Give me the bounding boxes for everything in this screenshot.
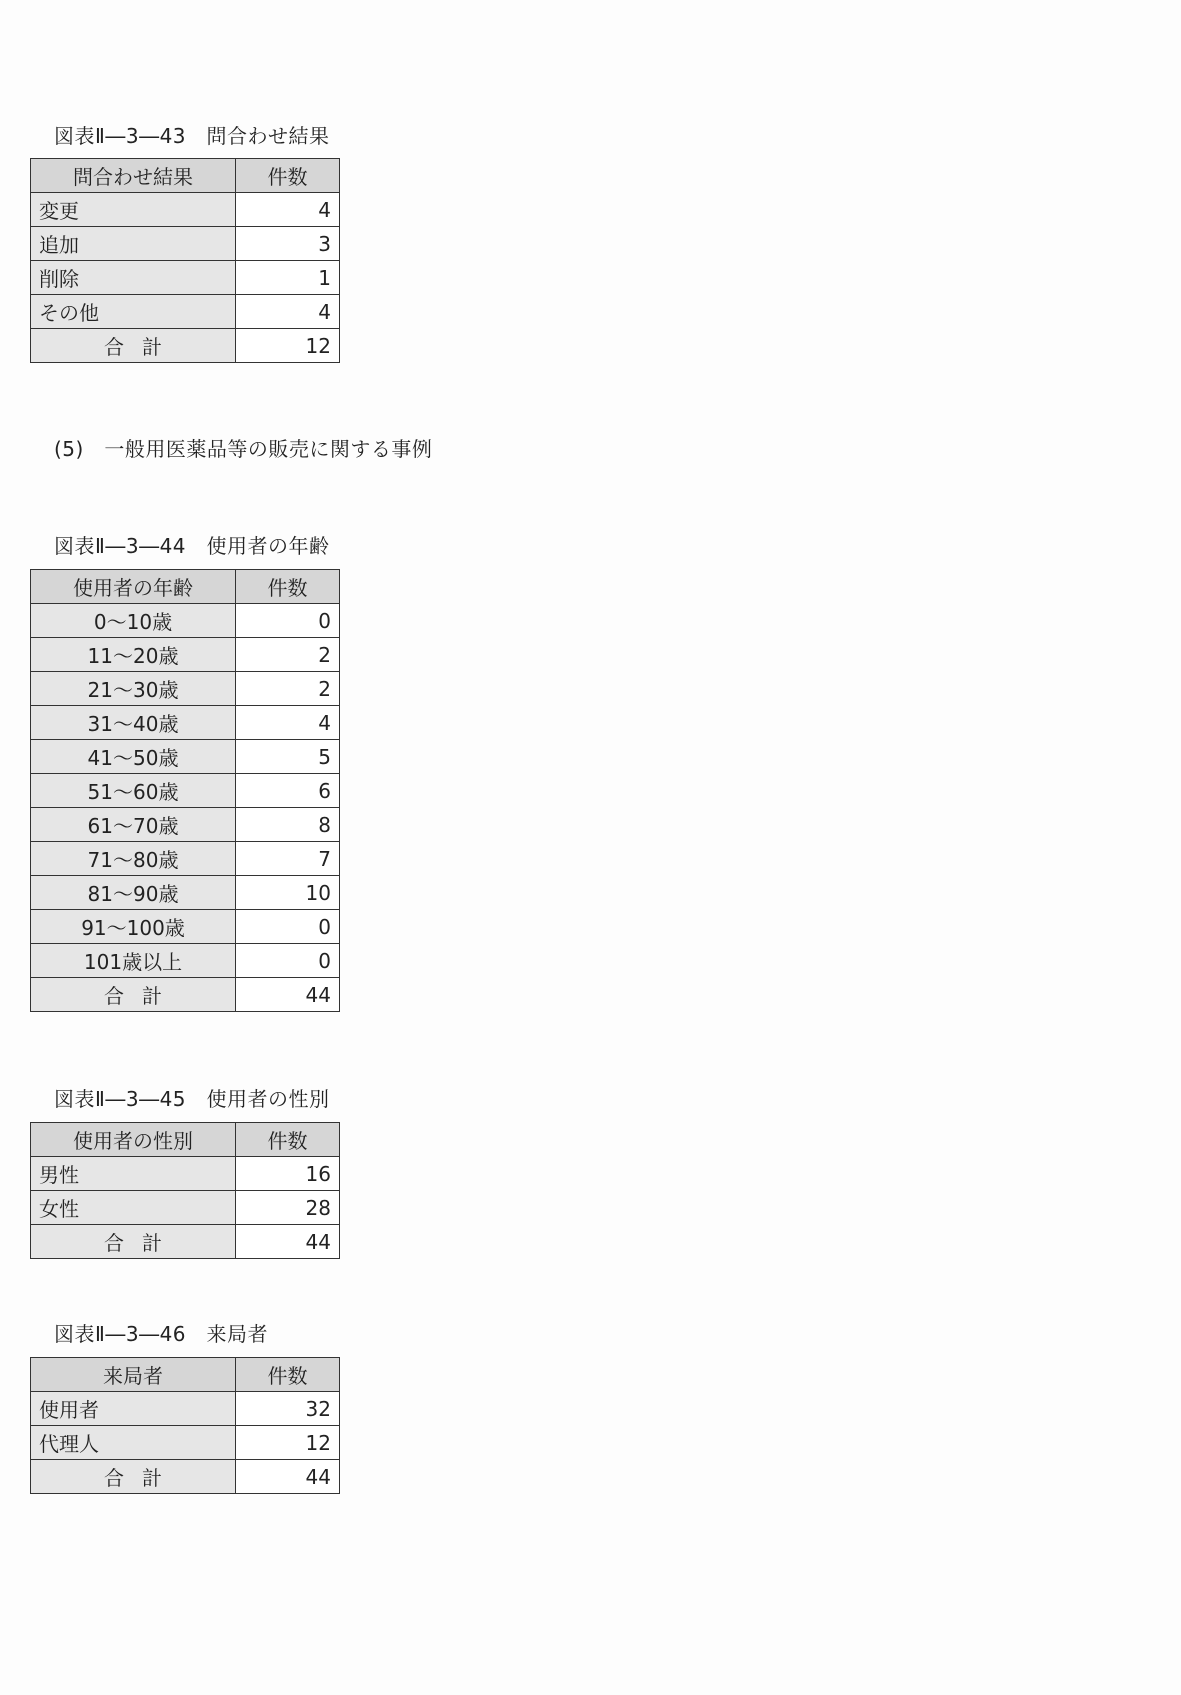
total-value: 44 — [236, 978, 340, 1012]
row-value: 4 — [236, 193, 340, 227]
table-row — [31, 193, 340, 227]
table-44-header-label: 使用者の年齢 — [31, 570, 236, 604]
table-46-header-count: 件数 — [236, 1358, 340, 1392]
table-row — [31, 944, 340, 978]
table-row — [31, 876, 340, 910]
row-label: 変更 — [31, 193, 236, 227]
total-row — [31, 978, 340, 1012]
row-value: 16 — [236, 1157, 340, 1191]
row-label: 31～40歳 — [31, 706, 236, 740]
row-label: 61～70歳 — [31, 808, 236, 842]
table-row — [31, 1191, 340, 1225]
row-label: 代理人 — [31, 1426, 236, 1460]
table-row — [31, 604, 340, 638]
table-43-header-count: 件数 — [236, 159, 340, 193]
row-label: 81～90歳 — [31, 876, 236, 910]
row-label: 削除 — [31, 261, 236, 295]
total-value: 44 — [236, 1460, 340, 1494]
table-row — [31, 774, 340, 808]
table-row — [31, 842, 340, 876]
row-label: 追加 — [31, 227, 236, 261]
table-row — [31, 706, 340, 740]
row-value: 2 — [236, 638, 340, 672]
row-label: 101歳以上 — [31, 944, 236, 978]
table-45 — [30, 1122, 340, 1259]
row-label: 71～80歳 — [31, 842, 236, 876]
row-label: 0～10歳 — [31, 604, 236, 638]
row-label: 使用者 — [31, 1392, 236, 1426]
table-44-header-count: 件数 — [236, 570, 340, 604]
table-46-caption: 図表Ⅱ―3―46 来局者 — [54, 1322, 269, 1346]
row-value: 0 — [236, 910, 340, 944]
total-label: 合計 — [31, 1460, 236, 1494]
row-label: 91～100歳 — [31, 910, 236, 944]
row-label: 女性 — [31, 1191, 236, 1225]
section-heading: (5) 一般用医薬品等の販売に関する事例 — [54, 437, 433, 461]
table-row — [31, 295, 340, 329]
table-row — [31, 227, 340, 261]
row-value: 28 — [236, 1191, 340, 1225]
row-value: 3 — [236, 227, 340, 261]
total-row — [31, 1460, 340, 1494]
table-row — [31, 672, 340, 706]
table-45-caption: 図表Ⅱ―3―45 使用者の性別 — [54, 1087, 330, 1111]
total-row — [31, 1225, 340, 1259]
row-label: その他 — [31, 295, 236, 329]
row-label: 51～60歳 — [31, 774, 236, 808]
table-row — [31, 261, 340, 295]
table-45-header-label: 使用者の性別 — [31, 1123, 236, 1157]
table-row — [31, 808, 340, 842]
table-44-caption: 図表Ⅱ―3―44 使用者の年齢 — [54, 534, 330, 558]
table-row — [31, 910, 340, 944]
table-row — [31, 1392, 340, 1426]
row-value: 12 — [236, 1426, 340, 1460]
table-46 — [30, 1357, 340, 1494]
row-value: 0 — [236, 944, 340, 978]
table-43-caption: 図表Ⅱ―3―43 問合わせ結果 — [54, 124, 330, 148]
row-value: 5 — [236, 740, 340, 774]
table-45-header-count: 件数 — [236, 1123, 340, 1157]
row-value: 4 — [236, 295, 340, 329]
row-value: 6 — [236, 774, 340, 808]
row-value: 1 — [236, 261, 340, 295]
total-label: 合計 — [31, 329, 236, 363]
table-row — [31, 1157, 340, 1191]
table-46-header-label: 来局者 — [31, 1358, 236, 1392]
row-value: 0 — [236, 604, 340, 638]
table-44 — [30, 569, 340, 1012]
table-43 — [30, 158, 340, 363]
table-row — [31, 1426, 340, 1460]
row-label: 男性 — [31, 1157, 236, 1191]
total-value: 44 — [236, 1225, 340, 1259]
row-value: 32 — [236, 1392, 340, 1426]
row-label: 21～30歳 — [31, 672, 236, 706]
table-row — [31, 638, 340, 672]
row-label: 11～20歳 — [31, 638, 236, 672]
total-label: 合計 — [31, 978, 236, 1012]
row-value: 4 — [236, 706, 340, 740]
row-value: 10 — [236, 876, 340, 910]
total-label: 合計 — [31, 1225, 236, 1259]
total-value: 12 — [236, 329, 340, 363]
total-row — [31, 329, 340, 363]
row-value: 8 — [236, 808, 340, 842]
row-value: 7 — [236, 842, 340, 876]
row-label: 41～50歳 — [31, 740, 236, 774]
table-row — [31, 740, 340, 774]
row-value: 2 — [236, 672, 340, 706]
table-43-header-label: 問合わせ結果 — [31, 159, 236, 193]
